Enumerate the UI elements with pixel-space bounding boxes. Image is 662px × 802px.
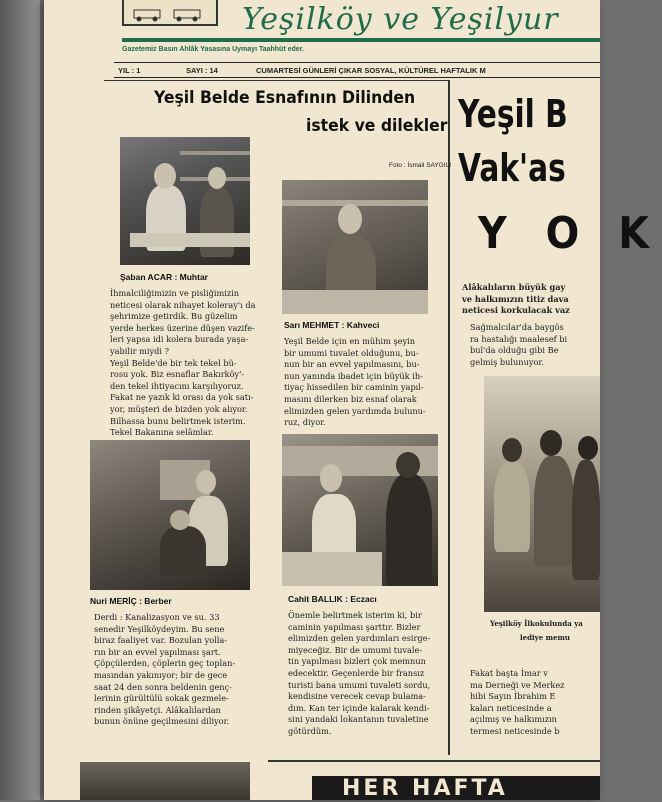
text-line: açılmış ve halkımızın [470,714,557,724]
photo-berber [90,440,250,590]
right-headline-line3: Y O K [478,208,662,259]
text-line: tin yapılması bizleri çok memnun [288,656,426,667]
caption-kahveci: Sarı MEHMET : Kahveci [284,320,380,330]
text-line: rın bir an evvel yapılması şart. [94,646,221,657]
text-line: ruz, diyor. [284,417,326,428]
masthead-rule [122,38,600,42]
article-top-rule [104,80,448,81]
text-line: biraz faaliyet var. Bozulan yolla- [94,635,228,646]
text-line: Önemle belirtmek isterim ki, bir [288,610,422,620]
text-line: Çöpçülerden, çöplerin geç toplan- [94,658,236,669]
text-line: şehrimize getirdik. Bu güzelim [110,311,238,322]
text-line: turisti bana umumi tuvaleti sordu, [288,679,431,690]
text-line: Fakat ne yazık ki orası da yok satı- [110,392,254,403]
text-line: kaları neticesinde a [470,702,552,713]
text-line: termesi neticesinde b [470,725,560,736]
text-line: götürdüm. [288,725,332,736]
text-line: edecektir. Geçenlerde bir fransız [288,667,425,678]
column-divider [448,80,450,755]
photo-muhtar [120,137,250,265]
car-drawing-icon [124,0,216,24]
issue-info-line [114,62,600,78]
bottom-rule [268,760,600,762]
article-subheadline: istek ve dilekler [306,116,448,136]
photo-bottom-left [80,762,250,800]
photo-caption-line2: lediye memu [520,633,570,642]
bottom-banner: HER HAFTA [312,776,600,800]
issue-year: YIL : 1 [118,66,141,75]
text-line: ve halkımızın titiz dava [462,293,569,304]
text-line: dım. Kan ter içinde kalarak kendi- [288,702,430,713]
text-line: ra hastalığı maalesef bi [470,333,568,344]
text-line: gelmiş bulunuyor. [470,356,545,367]
text-eczaci [288,610,442,738]
text-line: yabilir miydi ? [110,345,169,356]
text-line: yor, müşteri de bizden yok alıyor. [110,403,248,414]
text-line: İhmalciliğimizin ve pisliğimizin [110,288,240,298]
text-line: Fakat başta İmar v [470,668,548,678]
text-line: rosu yok. Biz esnaflar Bakırköy'- [110,369,245,380]
text-line: den tekel ihtiyacını karşılıyoruz. [110,380,244,391]
text-line: masından yakınıyor; bir de gece [94,669,228,680]
photo-caption-line1: Yeşilköy İlkokulunda ya [490,619,583,628]
text-line: Derdi : Kanalizasyon ve su. 33 [94,612,220,622]
article-headline: Yeşil Belde Esnafının Dilinden [154,88,416,108]
caption-berber: Nuri MERİÇ : Berber [90,596,172,606]
issue-number: SAYI : 14 [186,66,218,75]
caption-eczaci: Cahit BALLIK : Eczacı [288,594,377,604]
text-line: kendisine verecek cevap bulama- [288,691,426,702]
text-line: bul'da olduğu gibi Be [470,345,559,355]
text-line: bunun önüne geçilmesini diliyor. [94,716,230,727]
text-line: Sağmalcılar'da baygös [470,322,564,332]
text-line: nun bir an evvel yapılmasını, bu- [284,359,420,370]
text-line: bir umumi tuvalet olduğunu, bu- [284,347,419,358]
text-line: elimizden gelen yardımları esirge- [288,633,431,644]
text-berber [94,612,266,728]
text-line: tiyaç hissedilen bir caminin yapıl- [284,382,424,393]
text-line: leri yapsa idi kolera burada yaşa- [110,334,249,345]
text-line: miyeceğiz. Bir de umumi tuvale- [288,644,423,655]
text-line: Alâkalıların büyük gay [462,282,566,292]
text-muhtar [110,288,300,439]
newspaper-title: Yeşilköy ve Yeşilyur [242,2,559,37]
text-line: ma Derneği ve Merkez [470,679,565,690]
issue-tagline: CUMARTESİ GÜNLERİ ÇIKAR SOSYAL, KÜLTÜREL HAFTALIK M [256,66,486,75]
text-line: neticesi korkulacak vaz [462,305,570,315]
text-line: elimizden gelen yardımda bulunu- [284,405,426,416]
right-paragraph [470,322,602,368]
text-line: caminin yapılması şarttır. Bizler [288,621,421,632]
text-line: nun yanında ibadet için büyük ih- [284,370,423,381]
text-line: yerde herkes üzerine düşen vazife- [110,322,255,333]
text-line: sini yandaki lokantanın tuvaletine [288,714,429,725]
right-bottom-text [470,668,602,737]
text-line: rinden şikâyetçi. Alâkalılardan [94,704,221,715]
right-lead-text [462,282,602,317]
photo-eczaci [282,434,438,586]
text-line: neticesi olarak nihayet koleray'ı da [110,299,256,310]
right-headline-line2: Vak'as [458,146,566,190]
newspaper-page [44,0,662,801]
right-headline-line1: Yeşil B [458,92,568,136]
text-line: masını dilerken biz esnaf olarak [284,393,417,404]
text-line: lerinin gürültülü sokak gezmele- [94,693,229,704]
text-line: Yeşil Belde için en mühim şeyin [284,336,416,346]
text-line: senedir Yeşilköydeyim. Bu sene [94,623,225,634]
text-line: Yeşil Belde'de bir tek tekel bü- [110,357,237,368]
background-left [0,0,40,800]
text-kahveci [284,336,442,429]
text-line: saat 24 den sonra beldenin genç- [94,681,232,692]
photo-kahveci [282,180,428,314]
caption-muhtar: Şaban ACAR : Muhtar [120,272,208,282]
masthead-logo-box [122,0,218,26]
press-ethics-slogan: Gazetemiz Basın Ahlâk Yasasına Uymayı Taahhüt eder. [122,46,304,53]
photo-school-children [484,376,600,612]
text-line: hibi Sayın İbrahim E [470,691,556,701]
photo-credit: Foto : İsmail SAYGILI [389,162,452,169]
text-line: Bilhassa bunu belirtmek isterim. [110,415,246,426]
text-line: Tekel Bakanına selâmlar. [110,427,214,438]
